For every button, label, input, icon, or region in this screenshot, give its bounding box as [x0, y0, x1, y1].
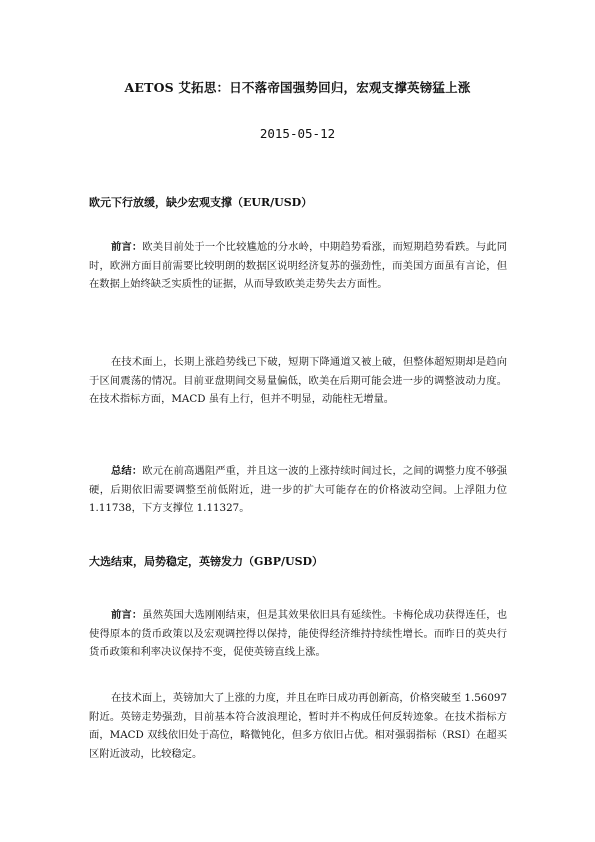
foreword-text: 欧美目前处于一个比较尴尬的分水岭，中期趋势看涨，而短期趋势看跌。与此同时，欧洲方面目前需要比较明朗的数据区说明经济复苏的强劲性，而美国方面虽有言论，但在数据上始终缺乏实质性的证据，从而导致欧美走势失去方面性。: [89, 241, 508, 291]
gbpusd-foreword-paragraph: [89, 606, 507, 662]
document-date: 2015-05-12: [259, 126, 336, 141]
document-title: AETOS 艾拓思：日不落帝国强势回归，宏观支撑英镑猛上涨: [124, 80, 471, 95]
section-heading-gbpusd: 大选结束，局势稳定，英镑发力（GBP/USD）: [89, 555, 324, 568]
foreword-text: 虽然英国大选刚刚结束，但是其效果依旧具有延续性。卡梅伦成功获得连任，也使得原本的货币政策以及宏观调控得以保持，能使得经济维持持续性增长。而昨日的英央行货币政策和利率决议保持不变，促使英镑直线上涨。: [89, 609, 508, 659]
section-heading-eurusd: 欧元下行放缓，缺少宏观支撑（EUR/USD）: [89, 196, 313, 209]
summary-text: 欧元在前高遇阻严重，并且这一波的上涨持续时间过长，之间的调整力度不够强硬，后期依旧需要调整至前低附近，进一步的扩大可能存在的价格波动空间。上浮阻力位 1.11738，下方支撑位 1.11327。: [89, 465, 508, 515]
eurusd-foreword-paragraph: [89, 238, 507, 294]
foreword-label: 前言：: [111, 241, 143, 253]
gbpusd-technical-paragraph: 在技术面上，英镑加大了上涨的力度，并且在昨日成功再创新高，价格突破至 1.56097 附近。英镑走势强劲，目前基本符合波浪理论，暂时并不构成任何反转迹象。在技术指标方面，MACD 双线依旧处于高位，略微钝化，但多方依旧占优。相对强弱指标（RSI）在超买区附近波动，比较稳定。: [89, 692, 507, 760]
foreword-label: 前言：: [111, 609, 143, 621]
eurusd-technical-paragraph: 在技术面上，长期上涨趋势线已下破，短期下降通道又被上破，但整体超短期却是趋向于区间震荡的情况。目前亚盘期间交易量偏低，欧美在后期可能会进一步的调整波动力度。在技术指标方面，MACD 虽有上行，但并不明显，动能柱无增量。: [89, 356, 507, 406]
summary-label: 总结：: [111, 465, 143, 477]
eurusd-summary-paragraph: [89, 462, 507, 518]
